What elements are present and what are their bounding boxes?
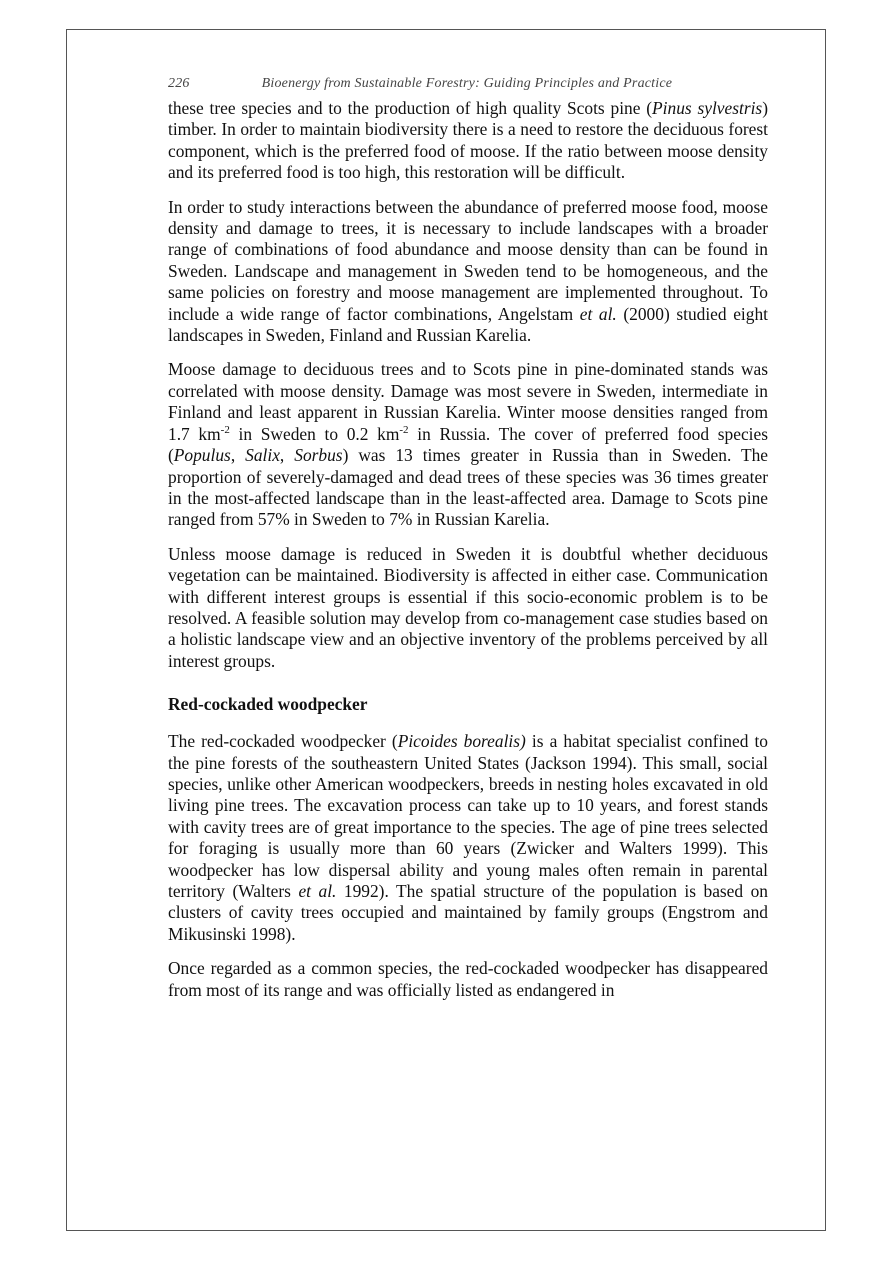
p5-text-a: The red-cockaded woodpecker ( — [168, 731, 398, 752]
paragraph-3 — [168, 359, 768, 530]
paragraph-6: Once regarded as a common species, the red-cockaded woodpecker has disappeared from most of its range and was officially listed as endangered in — [168, 958, 768, 1000]
p5-etal: et al. — [298, 881, 337, 901]
p5-text-c: is a habitat specialist confined to the pine forests of the southeastern United States (Jackson 1994). This small, social species, unlike other American woodpeckers, breeds in nesting holes excavated in old living pine trees. The excavation process can take up to 10 years, and forest stands with cavity trees are of great importance to the species. The age of pine trees selected for foraging is usually more than 60 years (Zwicker and Walters 1999). This woodpecker has low dispersal ability and young males often remain in parental territory (Walters — [168, 731, 768, 901]
p3-sup-2: -2 — [399, 423, 409, 436]
page-content — [168, 76, 768, 1014]
p5-species-name: Picoides borealis) — [397, 731, 526, 752]
p3-genus-salix: Salix — [245, 445, 280, 466]
paragraph-4: Unless moose damage is reduced in Sweden it is doubtful whether deciduous vegetation can be maintained. Biodiversity is affected in either case. Communication with different interest groups is essential if this socio-economic problem is to be resolved. A feasible solution may develop from co-management case studies based on a holistic landscape view and an objective inventory of the problems perceived by all interest groups. — [168, 543, 768, 671]
p3-text-a: Moose damage to deciduous trees and to Scots pine in pine-dominated stands was correlated with moose density. Damage was most severe in Sweden, intermediate in Finland and least apparent in Russian Karelia. Winter moose densities ranged from 1.7 km — [168, 359, 768, 444]
section-heading: Red-cockaded woodpecker — [168, 694, 368, 715]
p3-text-i: ) was 13 times greater in Russia than in Sweden. The proportion of severely-damaged and dead trees of these species was 36 times greater in the most-affected landscape than in the least-affected area. Damage to Scots pine ranged from 57% in Sweden to 7% in Russian Karelia. — [168, 445, 768, 530]
p3-text-c: in Russia. The cover of preferred food species ( — [168, 423, 768, 466]
paragraph-2 — [168, 197, 768, 347]
p5-text-e: 1992). The spatial structure of the population is based on clusters of cavity trees occupied and maintained by family groups (Engstrom and Mikusinski 1998). — [168, 881, 768, 944]
running-title: Bioenergy from Sustainable Forestry: Guiding Principles and Practice — [261, 76, 673, 91]
page-number: 226 — [168, 76, 190, 91]
p1-text-a: these tree species and to the production of high quality Scots pine ( — [168, 98, 653, 118]
paragraph-1 — [168, 98, 768, 184]
p2-text-c: (2000) studied eight landscapes in Sweden, Finland and Russian Karelia. — [168, 303, 768, 346]
running-header — [168, 76, 768, 92]
paragraph-5 — [168, 731, 768, 945]
p2-etal: et al. — [579, 303, 617, 324]
p2-text-a: In order to study interactions between the abundance of preferred moose food, moose density and damage to trees, it is necessary to include landscapes with a broader range of combinations of food abundance and moose density than can be found in Sweden. Landscape and management in Sweden tend to be homogeneous, and the same policies on forestry and moose management are implemented throughout. To include a wide range of factor combinations, Angelstam — [168, 196, 768, 324]
p3-text-e: , — [230, 445, 246, 466]
p3-genus-sorbus: Sorbus — [294, 445, 343, 466]
p3-genus-populus: Populus — [173, 445, 231, 466]
p1-species-name: Pinus sylvestris — [652, 98, 763, 118]
p1-text-c: ) timber. In order to maintain biodiversity there is a need to restore the deciduous forest component, which is the preferred food of moose. If the ratio between moose density and its preferred food is too high, this restoration will be difficult. — [168, 98, 768, 183]
p3-sup-1: -2 — [220, 423, 230, 436]
p3-text-b: in Sweden to 0.2 km — [229, 423, 400, 444]
p3-text-g: , — [279, 445, 295, 466]
